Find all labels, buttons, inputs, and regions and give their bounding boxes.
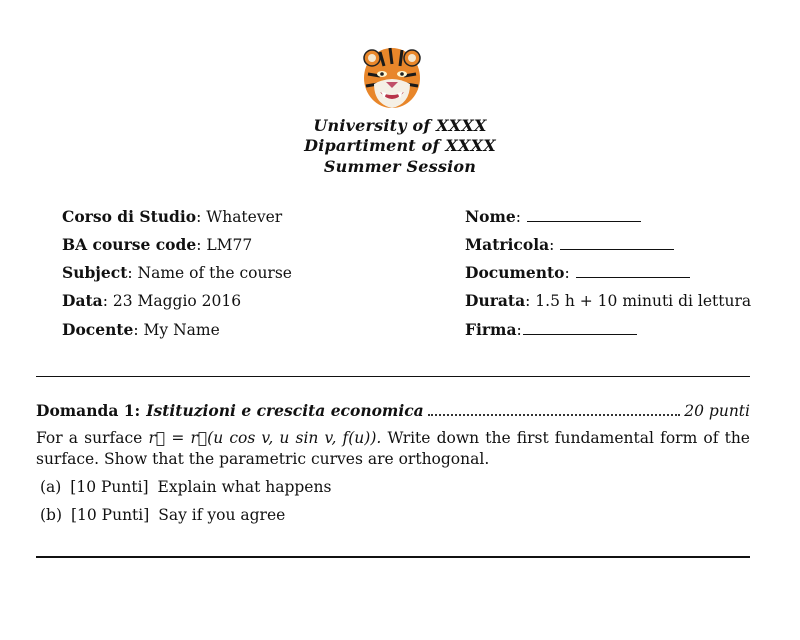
session-name: Summer Session [323,157,477,176]
info-subject: Subject: Name of the course [62,263,292,282]
question-points: 20 punti [684,402,750,420]
question-label: Domanda 1: [36,401,141,420]
info-signature: Firma: [465,320,637,339]
divider-bottom [36,556,750,558]
department-name: Dipartiment of XXXX [304,136,496,155]
matricola-field[interactable] [560,235,674,250]
info-course: Corso di Studio: Whatever [62,207,283,226]
info-duration: Durata: 1.5 h + 10 minuti di lettura [465,291,752,310]
university-name: University of XXXX [313,116,487,135]
tiger-logo [360,44,424,110]
info-document: Documento: [465,263,690,282]
info-name: Nome: [465,207,641,226]
name-field[interactable] [527,207,641,222]
question-title: Istituzioni e crescita economica [146,401,424,420]
surface-formula: r⃗ = r⃗(u cos v, u sin v, f(u)). [148,429,382,447]
divider-top [36,376,750,377]
question-heading [36,401,750,420]
info-teacher: Docente: My Name [62,320,220,339]
signature-field[interactable] [523,320,637,335]
document-field[interactable] [576,263,690,278]
info-course-code: BA course code: LM77 [62,235,253,254]
question-text: For a surface r⃗ = r⃗(u cos v, u sin v, f(u)). Write down the first fundamental form of the surface. Show that the parametric curves are orthogonal. [36,429,750,468]
info-matricola: Matricola: [465,235,674,254]
leader-dots [428,413,681,416]
info-date: Data: 23 Maggio 2016 [62,291,242,310]
question-part-b: (b) [10 Punti] Say if you agree [40,506,286,524]
question-part-a: (a) [10 Punti] Explain what happens [40,478,332,496]
